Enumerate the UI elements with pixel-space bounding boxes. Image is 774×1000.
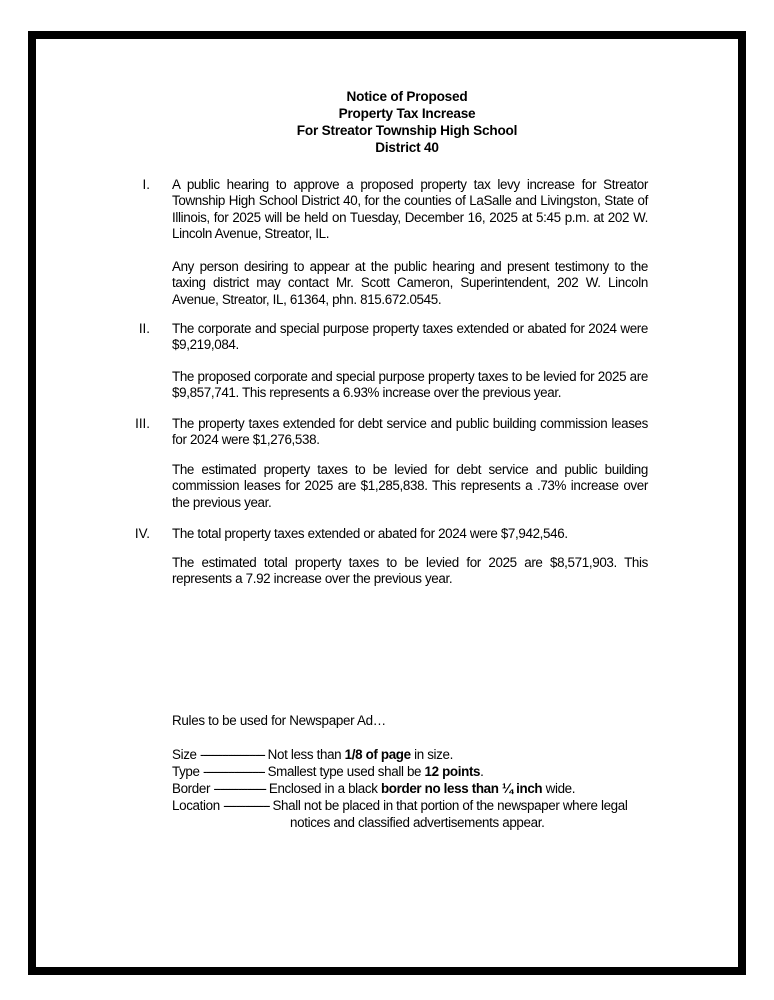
section-paragraph: The proposed corporate and special purpose property taxes to be levied for 2025 are $9,857,741. This represents a 6.93% increase over the previous year. xyxy=(172,369,648,401)
rule-term: Size xyxy=(172,747,197,762)
rule-dashes: ----------------- xyxy=(213,781,266,796)
section-numeral: IV. xyxy=(134,526,150,541)
rule-emphasis: 12 points xyxy=(424,764,481,779)
section-paragraph: The property taxes extended for debt service and public building commission leases for 2024 were $1,276,538. xyxy=(172,416,648,448)
rule-border xyxy=(172,781,575,797)
rule-term: Location xyxy=(172,798,220,813)
section-paragraph: A public hearing to approve a proposed property tax levy increase for Streator Township High School District 40, for the counties of LaSalle and Livingston, State of Illinois, for 2025 will be held on Tuesday, December 16, 2025 at 5:45 p.m. at 202 W. Lincoln Avenue, Streator, IL. xyxy=(172,177,648,242)
section-paragraph: The estimated total property taxes to be levied for 2025 are $8,571,903. This represents a 7.92 increase over the previous year. xyxy=(172,555,648,587)
rule-size xyxy=(172,747,453,763)
title-line-3: For Streator Township High School xyxy=(296,123,518,138)
section-numeral: III. xyxy=(135,416,150,431)
rule-text: Shall not be placed in that portion of the newspaper where legal xyxy=(272,798,628,813)
rule-text: in size. xyxy=(410,747,453,762)
section-paragraph: The corporate and special purpose property taxes extended or abated for 2024 were $9,219,084. xyxy=(172,321,648,353)
rule-emphasis: 1/8 of page xyxy=(344,747,411,762)
section-numeral: II. xyxy=(138,321,150,336)
rule-dashes: --------------------- xyxy=(200,747,265,762)
rule-term: Border xyxy=(172,781,211,796)
section-numeral: I. xyxy=(142,177,150,192)
title-line-1: Notice of Proposed xyxy=(346,89,468,104)
notice-title xyxy=(200,88,614,156)
rule-dashes: -------------------- xyxy=(203,764,265,779)
rules-heading: Rules to be used for Newspaper Ad… xyxy=(172,713,386,728)
rule-text: wide. xyxy=(542,781,576,796)
rule-term: Type xyxy=(172,764,200,779)
rule-text: Smallest type used shall be xyxy=(267,764,425,779)
rule-dashes: --------------- xyxy=(223,798,270,813)
rule-text: Not less than xyxy=(267,747,345,762)
rule-text: Enclosed in a black xyxy=(268,781,381,796)
rule-location xyxy=(172,798,628,814)
section-paragraph: Any person desiring to appear at the public hearing and present testimony to the taxing district may contact Mr. Scott Cameron, Superintendent, 202 W. Lincoln Avenue, Streator, IL, 61364, phn. 815.672.0545. xyxy=(172,259,648,307)
title-line-4: District 40 xyxy=(375,140,439,155)
rule-type xyxy=(172,764,484,780)
rule-text: . xyxy=(480,764,484,779)
section-paragraph: The total property taxes extended or abated for 2024 were $7,942,546. xyxy=(172,526,568,541)
rule-location-continued: notices and classified advertisements appear. xyxy=(290,815,545,830)
section-paragraph: The estimated property taxes to be levied for debt service and public building commission leases for 2025 are $1,285,838. This represents a .73% increase over the previous year. xyxy=(172,462,648,510)
rule-emphasis: border no less than ¼ inch xyxy=(380,781,543,796)
title-line-2: Property Tax Increase xyxy=(338,106,476,121)
